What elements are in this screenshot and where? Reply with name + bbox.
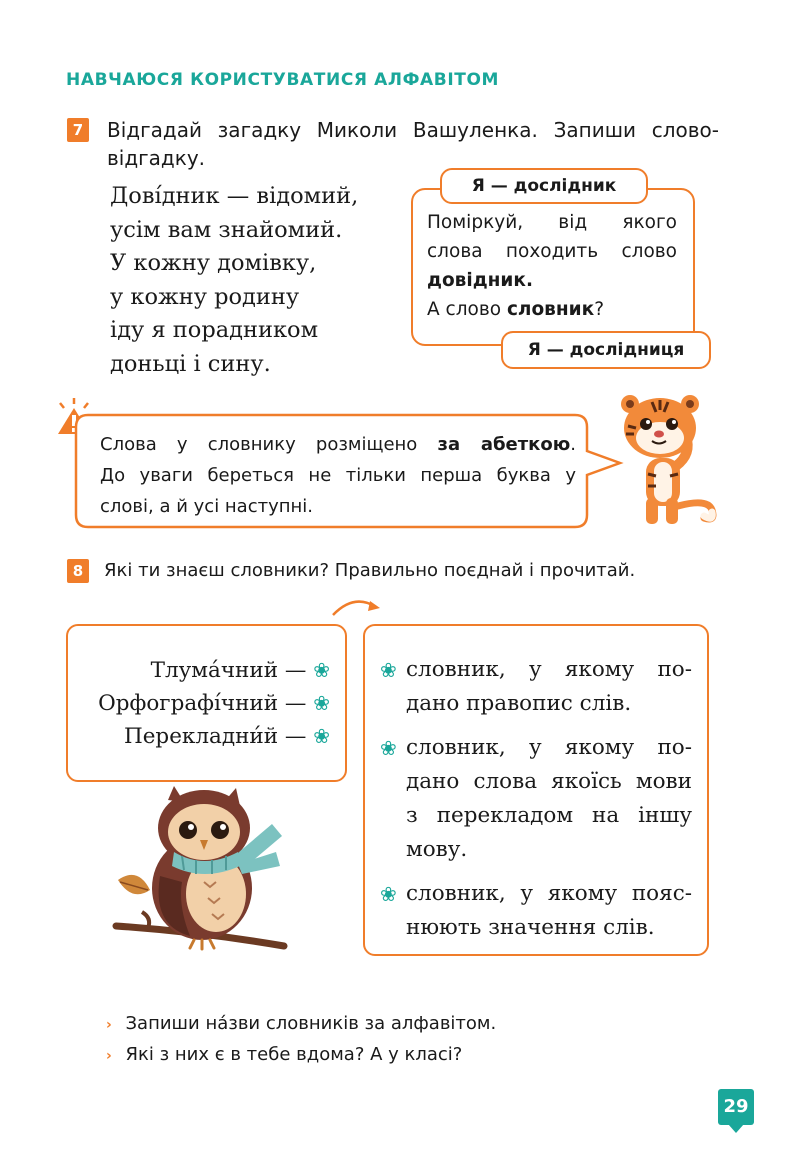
definition-line: нюють значення слів. (406, 915, 655, 940)
definition-line: дано слова якоїсь мови (406, 769, 692, 794)
research-text (427, 208, 677, 324)
poem-line: іду я порадником (110, 317, 319, 343)
paw-icon[interactable]: ❀ (313, 658, 330, 682)
section-heading: НАВЧАЮСЯ КОРИСТУВАТИСЯ АЛФАВІТОМ (66, 70, 500, 90)
poem-line: У кожну домівку, (110, 250, 317, 276)
tiger-illustration (608, 388, 724, 530)
task-number-8: 8 (67, 559, 89, 583)
owl-illustration (112, 786, 292, 958)
riddle-poem (110, 180, 358, 381)
definition-line: мову. (406, 837, 468, 862)
research-bold-word: довідник. (427, 270, 533, 291)
note-line1-prefix: Слова у словнику розміщено (100, 434, 438, 455)
paw-icon[interactable]: ❀ (380, 736, 397, 760)
definition-line: словник, у якому по- (406, 657, 692, 682)
paw-icon[interactable]: ❀ (313, 691, 330, 715)
note-line: слові, а й усі наступні. (100, 496, 314, 517)
bottom-task-text: Які з них є в тебе вдома? А у класі? (125, 1044, 463, 1065)
bottom-task-text: Запиши на́зви словників за алфавітом. (125, 1013, 497, 1034)
definition-item (380, 653, 692, 721)
poem-line: усім вам знайомий. (110, 216, 343, 243)
research-line: Поміркуй, від якого (427, 212, 677, 233)
chevron-right-icon: › (106, 1048, 112, 1064)
research-line (427, 295, 677, 324)
bottom-task-item (106, 1009, 496, 1040)
research-line: слова походить слово (427, 241, 677, 262)
poem-line: доньці і сину. (110, 350, 271, 377)
page-number: 29 (718, 1089, 754, 1125)
definition-line: дано правопис слів. (406, 691, 632, 716)
paw-icon[interactable]: ❀ (380, 658, 397, 682)
dictionary-types-list (68, 654, 330, 753)
definition-item (380, 731, 692, 867)
dictionary-type-label: Перекладни́й — (123, 724, 307, 749)
definition-line: словник, у якому по- (406, 735, 692, 760)
task7-line1: Відгадай загадку Миколи Вашуленка. Запиши слово- (107, 118, 719, 142)
task8-text: Які ти знаєш словники? Правильно поєднай і прочитай. (104, 560, 636, 581)
research-bold-word-2: словник (506, 299, 595, 320)
poem-line: у кожну родину (110, 283, 300, 310)
researcher-tab-boy: Я — дослідник (440, 168, 648, 204)
task7-line2: відгадку. (107, 146, 206, 170)
poem-line: Дові́дник — відомий, (110, 183, 359, 209)
note-bold: за абеткою (437, 434, 571, 455)
chevron-right-icon: › (106, 1017, 112, 1033)
dictionary-type-label: Тлума́чний — (150, 658, 307, 683)
arrow-icon (330, 595, 386, 619)
researcher-tab-girl: Я — дослідниця (501, 331, 711, 369)
note-line1-suffix: . (570, 434, 576, 455)
note-text (100, 429, 576, 522)
paw-icon[interactable]: ❀ (380, 882, 397, 906)
task-number-7: 7 (67, 118, 89, 142)
dictionary-type-item (68, 654, 330, 687)
dictionary-type-label: Орфографі́чний — (98, 691, 307, 716)
note-line (100, 429, 576, 460)
bottom-task-item (106, 1040, 462, 1071)
note-line: До уваги береться не тільки перша буква у (100, 465, 576, 486)
dictionary-type-item (68, 720, 330, 753)
dictionary-type-item (68, 687, 330, 720)
research-line-suffix: ? (594, 299, 605, 320)
dictionary-definitions-list (380, 653, 692, 945)
research-line-prefix: А слово (427, 299, 507, 320)
page-number-tail (728, 1124, 744, 1134)
paw-icon[interactable]: ❀ (313, 724, 330, 748)
definition-item (380, 877, 692, 945)
definition-line: з перекладом на іншу (406, 803, 692, 828)
definition-line: словник, у якому пояс- (406, 881, 692, 906)
